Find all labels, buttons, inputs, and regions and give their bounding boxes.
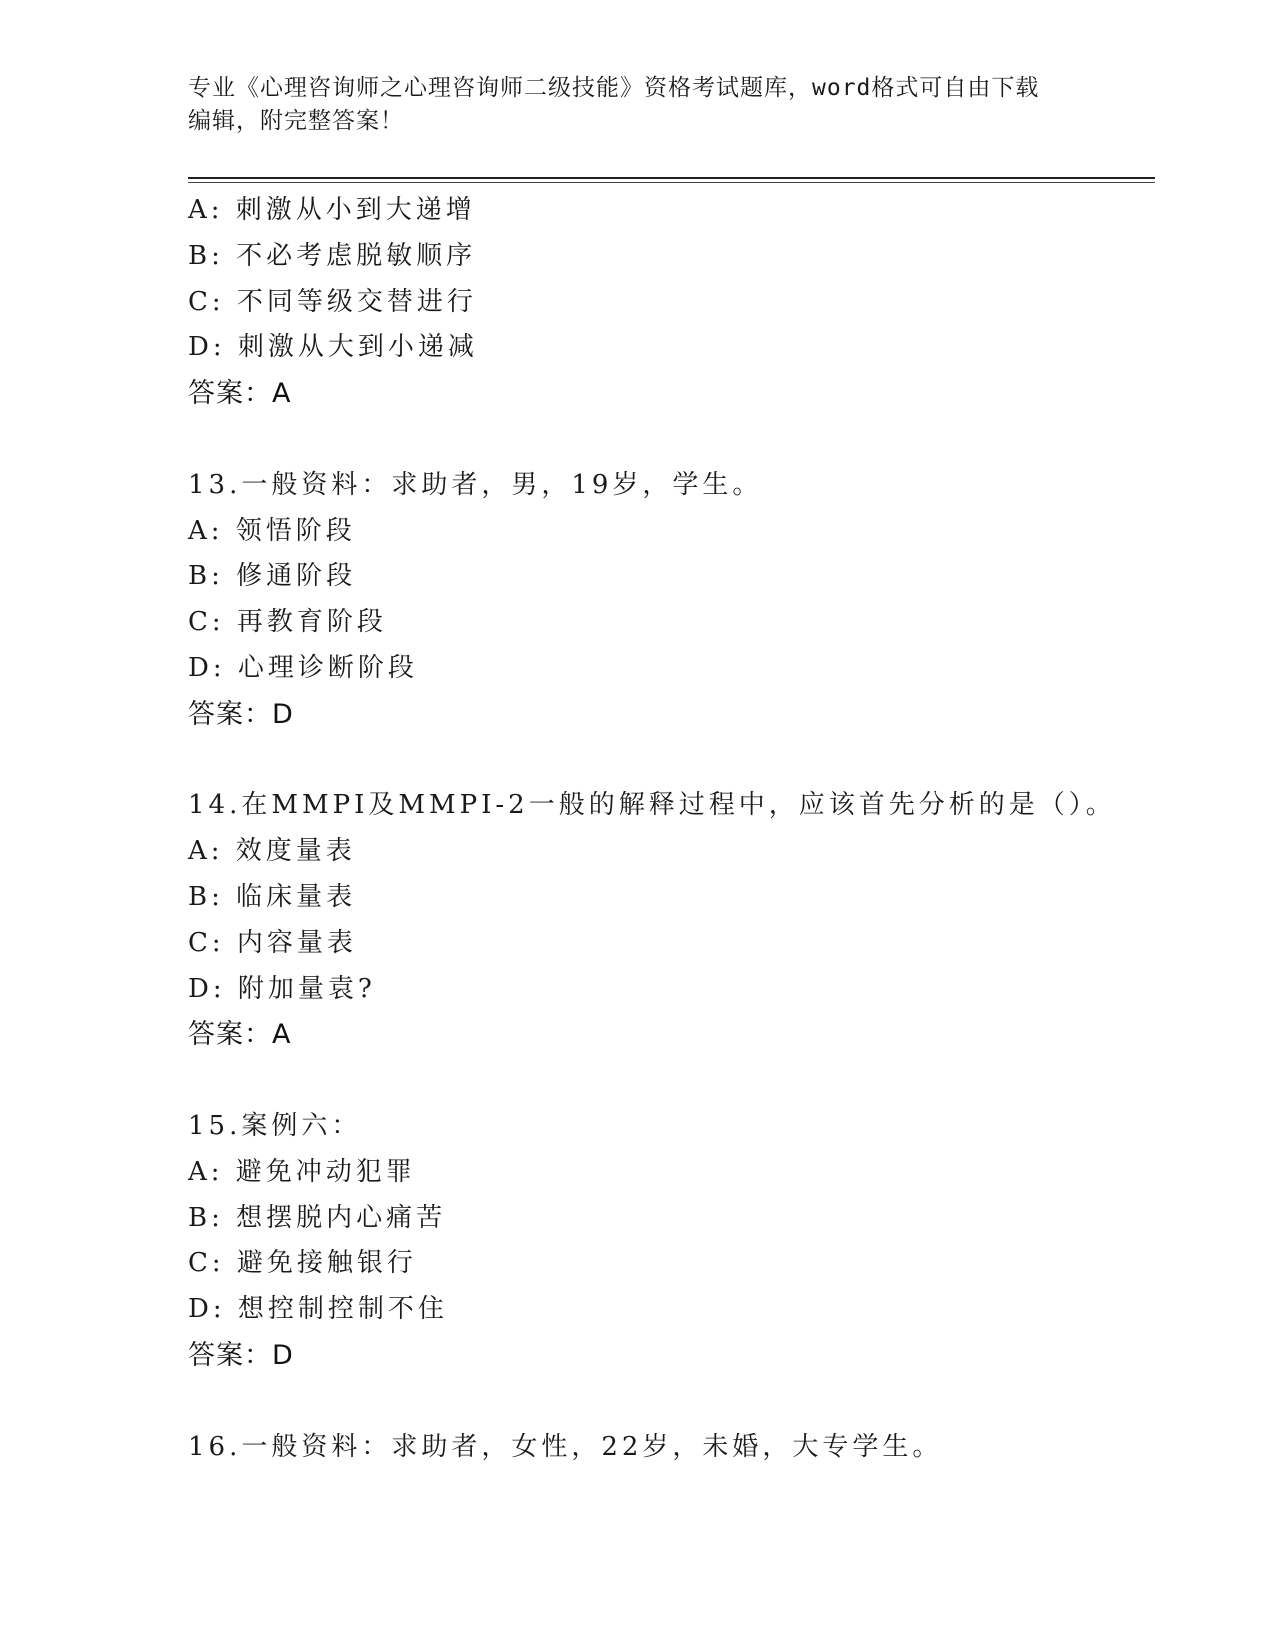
option-c: C: 再教育阶段 — [188, 607, 387, 638]
question-list — [188, 188, 1148, 1470]
option-a: A: 刺激从小到大递增 — [188, 195, 476, 225]
question-stem: 15.案例六： — [188, 1110, 362, 1141]
option-b: B: 不必考虑脱敏顺序 — [188, 240, 477, 271]
question-14 — [188, 783, 1148, 1058]
question-stem: 13.一般资料：求助者，男，19岁，学生。 — [188, 469, 763, 500]
spacer — [188, 1058, 1148, 1104]
page-header — [188, 72, 1068, 138]
header-line-2: 编辑，附完整答案！ — [188, 108, 404, 134]
question-15 — [188, 1104, 1148, 1379]
header-line-1: 专业《心理咨询师之心理咨询师二级技能》资格考试题库，word格式可自由下载 — [188, 75, 1040, 101]
header-divider-thin — [188, 182, 1155, 183]
answer: 答案：A — [188, 1019, 292, 1051]
option-d: D: 心理诊断阶段 — [188, 652, 418, 683]
header-divider — [188, 177, 1155, 179]
question-16 — [188, 1425, 1148, 1471]
answer: 答案：A — [188, 378, 292, 410]
question-13 — [188, 463, 1148, 738]
option-c: C: 避免接触银行 — [188, 1248, 417, 1279]
option-b: B: 临床量表 — [188, 881, 357, 912]
question-stem: 16.一般资料：求助者，女性，22岁，未婚，大专学生。 — [188, 1431, 943, 1462]
option-c: C: 不同等级交替进行 — [188, 286, 477, 317]
option-b: B: 修通阶段 — [188, 561, 357, 592]
option-a: A: 避免冲动犯罪 — [188, 1156, 416, 1187]
option-d: D: 刺激从大到小递减 — [188, 332, 478, 363]
question-12 — [188, 188, 1148, 417]
spacer — [188, 1379, 1148, 1425]
answer: 答案：D — [188, 1339, 294, 1371]
option-a: A: 领悟阶段 — [188, 515, 356, 546]
option-b: B: 想摆脱内心痛苦 — [188, 1202, 447, 1233]
option-d: D: 想控制控制不住 — [188, 1294, 448, 1325]
spacer — [188, 738, 1148, 784]
option-d: D: 附加量袁? — [188, 973, 376, 1004]
answer: 答案：D — [188, 698, 294, 730]
question-stem: 14.在MMPI及MMPI-2一般的解释过程中，应该首先分析的是（）。 — [188, 790, 1116, 821]
option-a: A: 效度量表 — [188, 836, 356, 867]
spacer — [188, 417, 1148, 463]
option-c: C: 内容量表 — [188, 927, 357, 958]
